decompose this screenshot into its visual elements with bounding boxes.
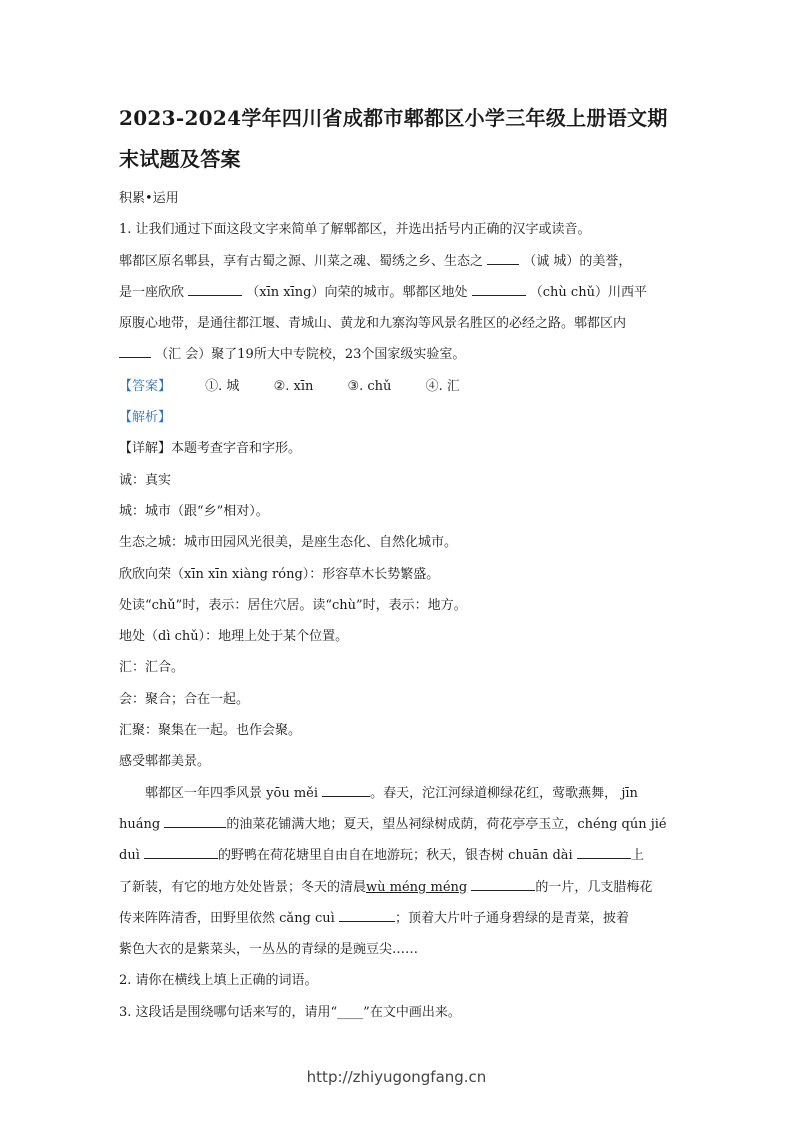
answer-tag: 【答案】 [119,378,172,394]
document-page [119,98,679,1028]
blank [472,282,526,296]
pinyin: chéng qún jié [577,816,667,832]
analysis-line: 会：聚合；合在一起。 [119,691,250,707]
passage-line-2: huáng 的油菜花铺满大地；夏天，望丛祠绿树成荫，荷花亭亭玉立，chéng qún jié [119,809,679,840]
question-2: 2. 请你在横线上填上正确的词语。 [119,973,318,989]
question-3: 3. 这段话是围绕哪句话来写的，请用“____”在文中画出来。 [119,1004,461,1020]
analysis-line: 处读“chǔ”时，表示：居住穴居。读“chù”时，表示：地方。 [119,597,467,613]
blank [322,783,370,797]
passage-line-4: 了新装，有它的地方处处皆景；冬天的清晨wù méng méng 的一片，几支腊梅花 [119,872,679,903]
blank [188,282,242,296]
answer-row [119,371,679,402]
pinyin: huáng [119,816,161,832]
analysis-tag: 【解析】 [119,410,172,426]
passage-line-6: 紫色大衣的是紫菜头，一丛丛的青绿的是豌豆尖…… [119,942,419,958]
analysis-line: 汇聚：聚集在一起。也作会聚。 [119,723,302,739]
blank [471,877,535,891]
analysis-line: 感受郫都美景。 [119,754,211,770]
pinyin: yōu měi [266,785,319,801]
section-heading: 积累•运用 [119,191,179,206]
question-1-line-2: 是一座欣欣 （xīn xīng）向荣的城市。郫都区地处 （chù chǔ）川西平 [119,277,679,308]
passage-line-1: 郫都区一年四季风景 yōu měi 。春天，沱江河绿道柳绿花红，莺歌燕舞， jīn [119,778,679,809]
answer-item: ③. chǔ [347,378,392,394]
pinyin: duì [119,848,140,864]
blank [487,251,519,265]
passage-line-3: duì 的野鸭在荷花塘里自由自在地游玩；秋天，银杏树 chuān dài 上 [119,840,679,871]
question-1-line-3: 原腹心地带，是通往都江堰、青城山、黄龙和九寨沟等风景名胜区的必经之路。郫都区内 [119,316,627,332]
blank [144,845,218,859]
analysis-line: 生态之城：城市田园风光很美，是座生态化、自然化城市。 [119,535,458,551]
analysis-line: 诚：真实 [119,472,172,488]
pinyin: chuān dài [508,848,573,864]
question-1-stem: 1. 让我们通过下面这段文字来简单了解郫都区，并选出括号内正确的汉字或读音。 [119,222,591,238]
blank [164,814,226,828]
blank [119,344,151,358]
passage-line-5: 传来阵阵清香，田野里依然 cǎng cuì ；顶着大片叶子通身碧绿的是青菜，披着 [119,903,679,934]
blank [577,845,631,859]
document-title: 2023-2024学年四川省成都市郫都区小学三年级上册语文期 末试题及答案 [119,106,668,171]
blank [339,908,395,922]
answer-item: ②. xīn [273,378,314,394]
answer-item: ①. 城 [205,378,240,394]
analysis-line: 汇：汇合。 [119,660,185,676]
footer-url[interactable]: http://zhiyugongfang.cn [306,1068,487,1086]
analysis-line: 【详解】本题考查字音和字形。 [119,441,302,457]
question-1-line-1: 郫都区原名郫县，享有古蜀之源、川菜之魂、蜀绣之乡、生态之 （诚 城）的美誉， [119,246,679,277]
pinyin: cǎng cuì [279,910,335,926]
analysis-line: 地处（dì chǔ）：地理上处于某个位置。 [119,629,349,645]
answer-item: ④. 汇 [425,378,460,394]
analysis-line: 城：城市（跟“乡”相对）。 [119,503,269,519]
pinyin: jīn [621,785,638,801]
analysis-line: 欣欣向荣（xīn xīn xiàng róng）：形容草木长势繁盛。 [119,566,440,582]
pinyin: wù méng méng [366,879,468,895]
question-1-line-4: （汇 会）聚了19所大中专院校，23个国家级实验室。 [119,339,679,370]
